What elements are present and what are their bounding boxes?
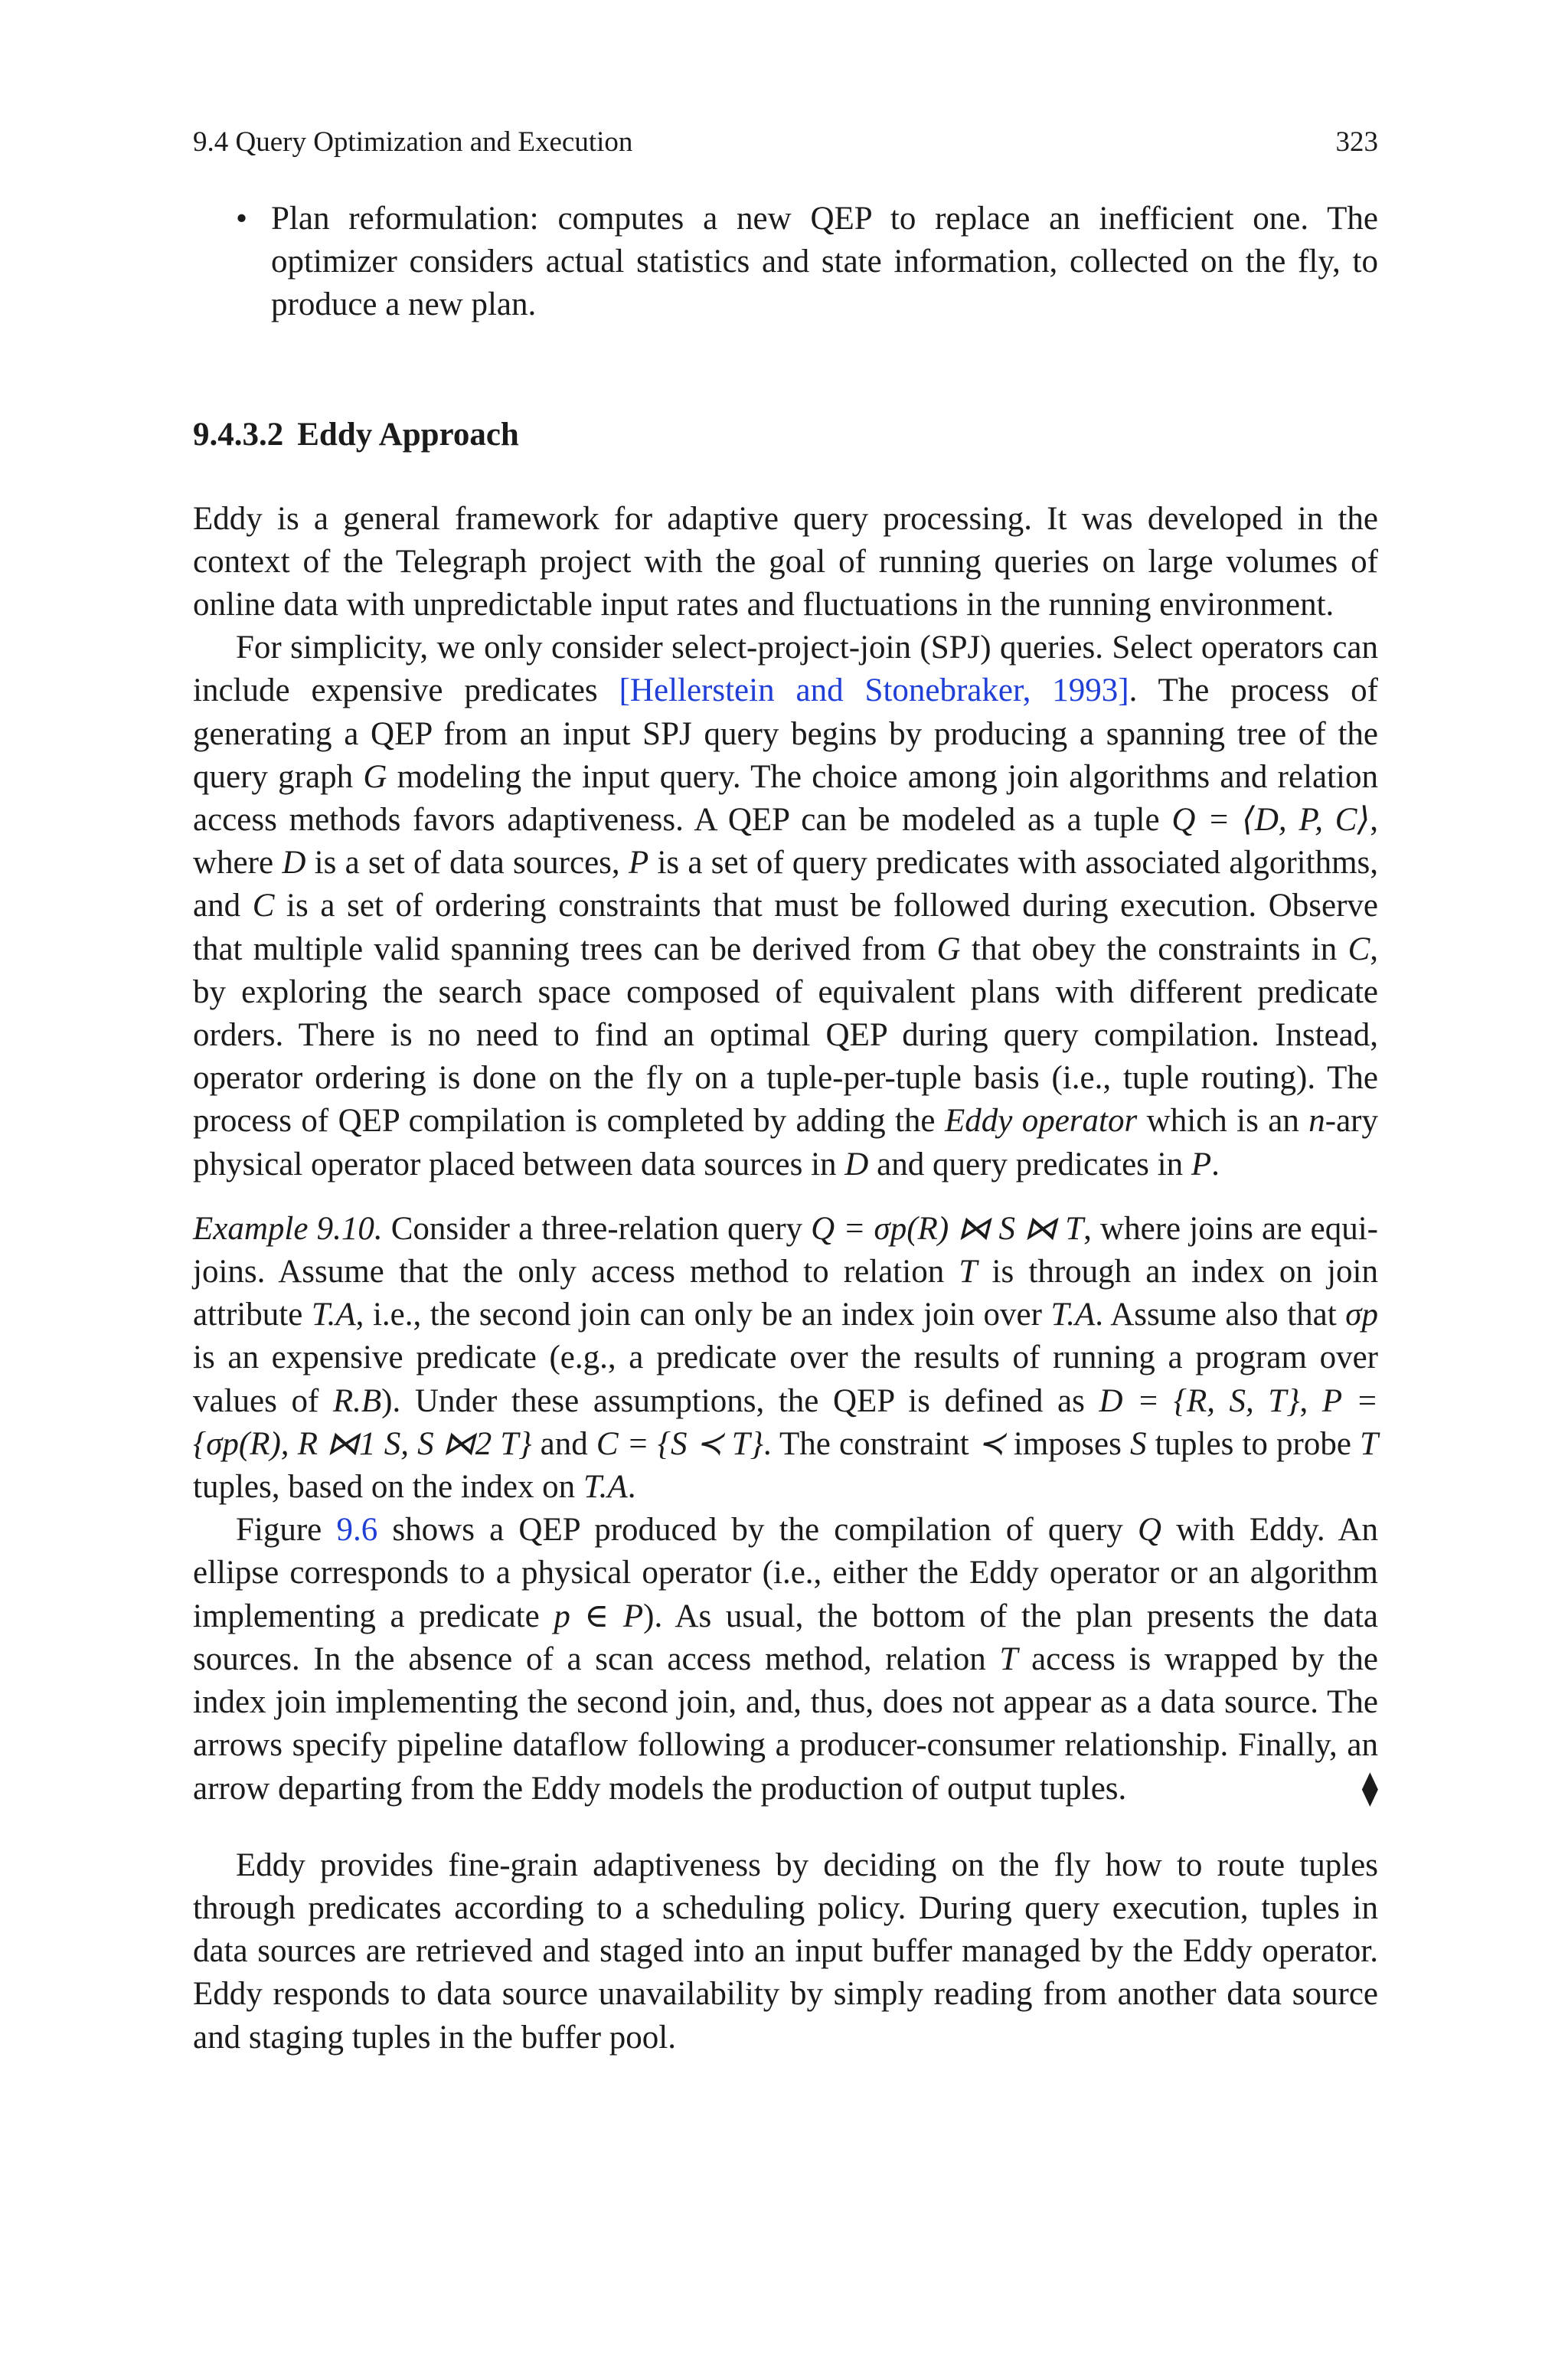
- running-header: [193, 119, 1378, 165]
- text-span: and: [531, 1425, 596, 1462]
- math-p-definition: P = {σp(R), R ⋈1 S, S ⋈2 T}: [193, 1382, 1378, 1462]
- text-span: , where: [193, 802, 1378, 882]
- text-span: is an expensive predicate (e.g., a predicate over the results of running a program over values of: [193, 1339, 1378, 1419]
- math-var: G: [363, 758, 387, 795]
- emphasis-term: Eddy operator: [944, 1103, 1138, 1140]
- math-var: D: [282, 845, 306, 882]
- text-span: imposes: [1004, 1425, 1130, 1462]
- math-var: T.A: [1050, 1297, 1096, 1333]
- text-span: that obey the constraints in: [960, 931, 1348, 967]
- math-var: C: [1348, 931, 1370, 967]
- math-var: T: [1360, 1425, 1378, 1462]
- text-span: Consider a three-relation query: [382, 1210, 812, 1247]
- math-var: T.A: [311, 1297, 356, 1333]
- text-span: tuples to probe: [1146, 1425, 1361, 1462]
- citation-link[interactable]: [Hellerstein and Stonebraker, 1993]: [619, 672, 1129, 709]
- text-span: .: [1211, 1146, 1220, 1182]
- text-span: with Eddy. An ellipse corresponds to a physical operator (i.e., either the Eddy operator or an algorithm implementing a predicate: [193, 1512, 1378, 1634]
- text-span: . The process of generating a QEP from an input SPJ query begins by producing a spanning tree of the query graph: [193, 672, 1378, 795]
- paragraph-intro: Eddy is a general framework for adaptive query processing. It was developed in the context of the Telegraph project with the goal of running queries on large volumes of online data with unpredictable input rates and fluctuations in the running environment.: [193, 500, 1378, 623]
- text-span: Figure: [236, 1512, 337, 1549]
- math-query: Q = σp(R) ⋈ S ⋈ T: [811, 1210, 1084, 1247]
- text-span: which is an: [1137, 1103, 1309, 1140]
- figure-paragraph: [193, 1509, 1378, 1810]
- text-span: modeling the input query. The choice among join algorithms and relation access methods favors adaptiveness. A QEP can be modeled as a tuple: [193, 758, 1378, 839]
- text-span: is a set of ordering constraints that must be followed during execution. Observe that multiple valid spanning trees can be derived from: [193, 888, 1378, 967]
- text-span: , by exploring the search space composed of equivalent plans with different predicate orders. There is no need to find an optimal QEP during query compilation. Instead, operator ordering is done on the fly on a tuple-per-tuple basis (i.e., tuple routing). The process of QEP compilation is completed by adding the: [193, 931, 1379, 1140]
- math-membership: p ∈ P: [554, 1598, 644, 1634]
- math-var: G: [936, 931, 961, 967]
- paragraph-adaptiveness: Eddy provides fine-grain adaptiveness by deciding on the fly how to route tuples through predicates according to a scheduling policy. During query execution, tuples in data sources are retrieved and staged into an input buffer managed by the Eddy operator. Eddy responds to data source unavailability by simply reading from another data source and staging tuples in the buffer pool.: [193, 1846, 1378, 2056]
- text-span: and query predicates in: [868, 1146, 1191, 1182]
- text-span: ). As usual, the bottom of the plan presents the data sources. In the absence of a scan access method, relation: [193, 1598, 1378, 1677]
- text-span: ,: [1299, 1382, 1322, 1419]
- math-d-definition: D = {R, S, T}: [1099, 1382, 1300, 1419]
- running-header-section: 9.4 Query Optimization and Execution: [193, 126, 633, 158]
- bullet-text: Plan reformulation: computes a new QEP to replace an inefficient one. The optimizer considers actual statistics and state information, collected on the fly, to produce a new plan.: [271, 201, 1378, 323]
- text-span: -ary physical operator placed between data sources in: [193, 1103, 1378, 1182]
- text-span: shows a QEP produced by the compilation of query: [377, 1512, 1138, 1549]
- bullet-item: [193, 198, 1378, 327]
- math-c-definition: C = {S ≺ T}: [596, 1425, 763, 1462]
- math-var: P: [628, 845, 649, 882]
- math-var: n: [1308, 1103, 1325, 1140]
- example-label: Example 9.10.: [193, 1210, 383, 1247]
- math-var: T: [959, 1254, 978, 1290]
- text-span: .: [627, 1469, 636, 1506]
- text-span: is through an index on join attribute: [193, 1254, 1378, 1333]
- bullet-icon: •: [236, 201, 248, 237]
- figure-reference-link[interactable]: 9.6: [336, 1512, 378, 1549]
- math-var: Q: [1138, 1512, 1162, 1549]
- text-span: is a set of data sources,: [305, 845, 629, 882]
- text-span: access is wrapped by the index join implementing the second join, and, thus, does not appear as a data source. The arrows specify pipeline dataflow following a producer-consumer relationship. Finally, an arrow departing from the Eddy models the production of output tuples.: [193, 1640, 1378, 1807]
- math-symbol: ≺: [977, 1425, 1005, 1462]
- example-paragraph: [193, 1208, 1378, 1509]
- math-var: σp: [1345, 1297, 1378, 1333]
- section-number: 9.4.3.2: [193, 416, 284, 453]
- text-span: For simplicity, we only consider select-project-join (SPJ) queries. Select operators can include expensive predicates: [193, 630, 1378, 709]
- section-heading: [193, 414, 1378, 456]
- math-var: R.B: [332, 1382, 382, 1419]
- math-var: P: [1191, 1146, 1212, 1182]
- math-var: T.A: [583, 1469, 628, 1506]
- text-span: , i.e., the second join can only be an index join over: [355, 1297, 1051, 1333]
- math-tuple: Q = ⟨D, P, C⟩: [1171, 802, 1370, 839]
- text-span: tuples, based on the index on: [193, 1469, 583, 1506]
- math-var: D: [844, 1146, 869, 1182]
- page-content: [193, 119, 1378, 2059]
- text-span: is a set of query predicates with associated algorithms, and: [193, 845, 1378, 924]
- text-span: . Assume also that: [1095, 1297, 1346, 1333]
- paragraph-spj: [193, 626, 1378, 1186]
- end-of-example-icon: ⧫: [1361, 1770, 1378, 1807]
- text-span: . The constraint: [763, 1425, 978, 1462]
- page-number: 323: [1335, 126, 1378, 158]
- section-title: Eddy Approach: [297, 416, 519, 453]
- text-span: , where joins are equi-joins. Assume that the only access method to relation: [193, 1210, 1379, 1290]
- math-var: S: [1129, 1425, 1147, 1462]
- math-var: T: [999, 1640, 1018, 1677]
- text-span: ). Under these assumptions, the QEP is defined as: [381, 1382, 1099, 1419]
- math-var: C: [252, 888, 275, 924]
